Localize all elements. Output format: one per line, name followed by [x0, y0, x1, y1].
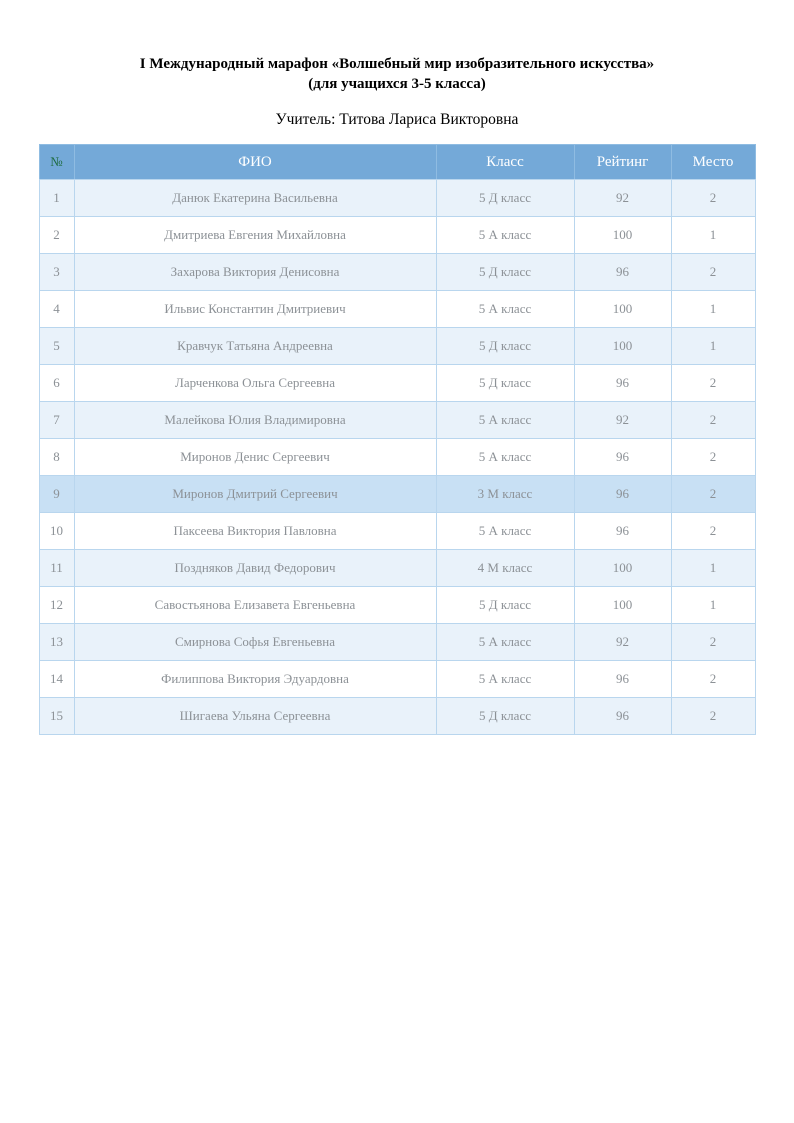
cell-place: 2: [671, 698, 755, 735]
cell-num: 12: [39, 587, 74, 624]
cell-place: 2: [671, 476, 755, 513]
cell-place: 2: [671, 254, 755, 291]
table-row: [39, 180, 755, 217]
cell-class: 4 М класс: [436, 550, 574, 587]
cell-rating: 100: [574, 217, 671, 254]
cell-num: 7: [39, 402, 74, 439]
cell-name: Савостьянова Елизавета Евгеньевна: [74, 587, 436, 624]
cell-num: 9: [39, 476, 74, 513]
cell-place: 2: [671, 365, 755, 402]
cell-rating: 96: [574, 365, 671, 402]
cell-name: Миронов Денис Сергеевич: [74, 439, 436, 476]
cell-name: Дмитриева Евгения Михайловна: [74, 217, 436, 254]
cell-place: 1: [671, 291, 755, 328]
cell-place: 1: [671, 328, 755, 365]
cell-place: 1: [671, 217, 755, 254]
table-row: [39, 365, 755, 402]
cell-num: 1: [39, 180, 74, 217]
cell-place: 2: [671, 661, 755, 698]
table-row: [39, 291, 755, 328]
cell-rating: 100: [574, 291, 671, 328]
cell-place: 2: [671, 513, 755, 550]
cell-name: Ларченкова Ольга Сергеевна: [74, 365, 436, 402]
cell-place: 1: [671, 550, 755, 587]
header-rating: Рейтинг: [574, 145, 671, 180]
cell-class: 5 А класс: [436, 439, 574, 476]
cell-num: 11: [39, 550, 74, 587]
cell-rating: 96: [574, 439, 671, 476]
header-place: Место: [671, 145, 755, 180]
cell-class: 5 А класс: [436, 624, 574, 661]
cell-rating: 100: [574, 587, 671, 624]
header-class: Класс: [436, 145, 574, 180]
cell-class: 5 А класс: [436, 513, 574, 550]
cell-num: 14: [39, 661, 74, 698]
cell-num: 4: [39, 291, 74, 328]
cell-num: 8: [39, 439, 74, 476]
cell-place: 2: [671, 439, 755, 476]
cell-class: 5 А класс: [436, 661, 574, 698]
cell-rating: 96: [574, 254, 671, 291]
header-fio: ФИО: [74, 145, 436, 180]
cell-rating: 92: [574, 180, 671, 217]
cell-name: Филиппова Виктория Эдуардовна: [74, 661, 436, 698]
cell-class: 5 Д класс: [436, 328, 574, 365]
table-row: [39, 698, 755, 735]
table-row: [39, 402, 755, 439]
cell-name: Ильвис Константин Дмитриевич: [74, 291, 436, 328]
cell-name: Данюк Екатерина Васильевна: [74, 180, 436, 217]
table-row: [39, 624, 755, 661]
cell-name: Поздняков Давид Федорович: [74, 550, 436, 587]
cell-rating: 100: [574, 550, 671, 587]
cell-name: Кравчук Татьяна Андреевна: [74, 328, 436, 365]
cell-class: 3 М класс: [436, 476, 574, 513]
cell-rating: 96: [574, 513, 671, 550]
cell-rating: 96: [574, 698, 671, 735]
cell-class: 5 А класс: [436, 217, 574, 254]
cell-name: Паксеева Виктория Павловна: [74, 513, 436, 550]
table-row: [39, 513, 755, 550]
cell-place: 2: [671, 180, 755, 217]
cell-class: 5 Д класс: [436, 254, 574, 291]
table-row: [39, 550, 755, 587]
cell-place: 2: [671, 624, 755, 661]
cell-num: 6: [39, 365, 74, 402]
cell-rating: 92: [574, 624, 671, 661]
table-row: [39, 254, 755, 291]
cell-name: Смирнова Софья Евгеньевна: [74, 624, 436, 661]
cell-class: 5 А класс: [436, 402, 574, 439]
cell-name: Миронов Дмитрий Сергеевич: [74, 476, 436, 513]
cell-class: 5 А класс: [436, 291, 574, 328]
cell-class: 5 Д класс: [436, 180, 574, 217]
cell-num: 2: [39, 217, 74, 254]
table-row: [39, 439, 755, 476]
header-number: №: [39, 145, 74, 180]
table-header-row: [39, 145, 755, 180]
cell-rating: 100: [574, 328, 671, 365]
table-row: [39, 661, 755, 698]
cell-place: 1: [671, 587, 755, 624]
cell-num: 13: [39, 624, 74, 661]
title-line-2: (для учащихся 3-5 класса): [308, 76, 486, 92]
cell-place: 2: [671, 402, 755, 439]
teacher-line: Учитель: Титова Лариса Викторовна: [275, 111, 519, 128]
cell-num: 15: [39, 698, 74, 735]
cell-rating: 92: [574, 402, 671, 439]
title-line-1: I Международный марафон «Волшебный мир изобразительного искусства»: [139, 56, 655, 72]
cell-class: 5 Д класс: [436, 365, 574, 402]
results-table: [39, 144, 756, 735]
cell-num: 3: [39, 254, 74, 291]
cell-name: Захарова Виктория Денисовна: [74, 254, 436, 291]
cell-rating: 96: [574, 661, 671, 698]
cell-class: 5 Д класс: [436, 587, 574, 624]
cell-num: 5: [39, 328, 74, 365]
document-title: [0, 54, 794, 94]
cell-num: 10: [39, 513, 74, 550]
table-row: [39, 328, 755, 365]
cell-name: Шигаева Ульяна Сергеевна: [74, 698, 436, 735]
table-row: [39, 217, 755, 254]
cell-rating: 96: [574, 476, 671, 513]
cell-class: 5 Д класс: [436, 698, 574, 735]
table-row: [39, 476, 755, 513]
table-row: [39, 587, 755, 624]
cell-name: Малейкова Юлия Владимировна: [74, 402, 436, 439]
